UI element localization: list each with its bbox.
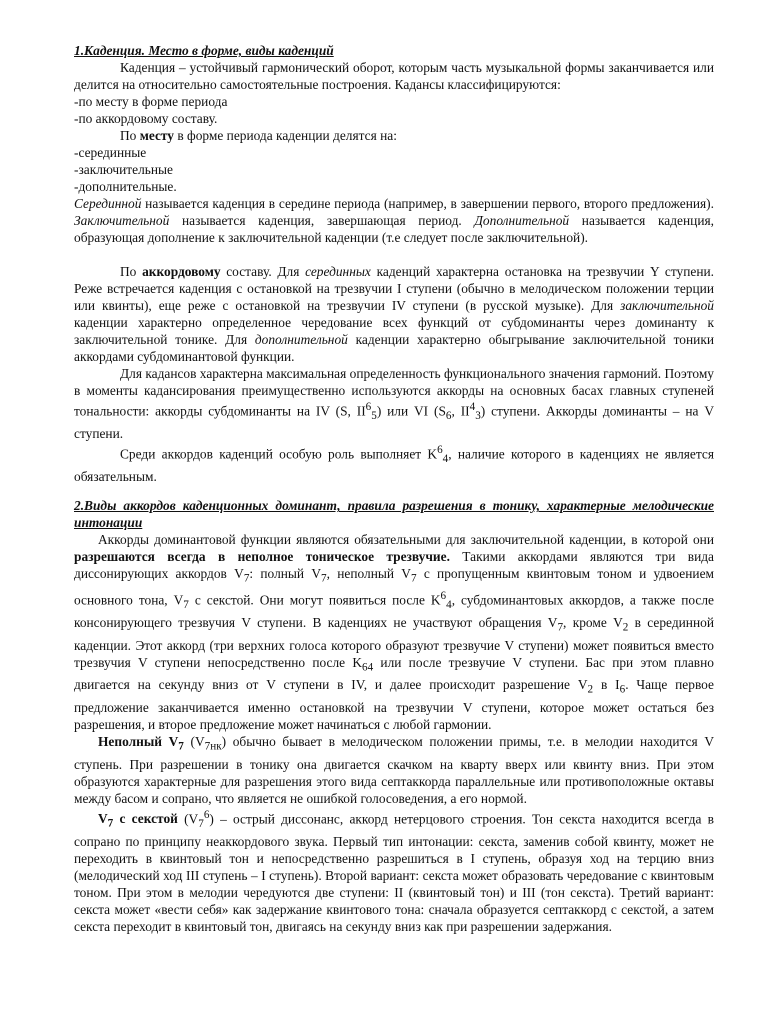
document-page	[74, 42, 714, 935]
place-type: -дополнительные.	[74, 179, 177, 194]
cadence-types-definitions: Серединной называется каденция в середине периода (например, в завершении первого, второго предложения). Заключительной называется каденция, завершающая период. Дополнительной называется каденция, образующая дополнение к заключительной каденции (т.е следует после заключительной).	[74, 196, 714, 245]
cadence-definition: Каденция – устойчивый гармонический оборот, которым часть музыкальной формы заканчивается или делится на относительно самостоятельные построения. Кадансы классифицируются:	[74, 60, 714, 92]
v7-sixth-paragraph: $V_7$ с секстой $(V_7^6)$ – острый диссонанс, аккорд нетерцового строения. Тон секста находится всегда в сопрано по принципу неаккордового звука. Первый тип интонации: секста, заменив собой квинту, может не переходить в квинтовый тон и непосредственно разрешиться в I ступень, образуя ход на терцию вниз (мелодический ход III ступень – I ступень). Второй вариант: секста может образовать чередование с квинтовым тоном. При этом в мелодии чередуются две ступени: II (квинтовый тон) и III (тон секста). Третий вариант: секста может «вести себя» как задержание квинтового тона: сначала образуется септаккорд с секстой, а затем секста переходит в квинтовый тон, двигаясь на секунду вниз как при разрешении задержания.	[74, 808, 714, 934]
place-intro: По месту в форме периода каденции делятся на:	[120, 128, 397, 143]
classification-item: -по аккордовому составу.	[74, 111, 218, 126]
classification-item: -по месту в форме периода	[74, 94, 228, 109]
cadence-harmony-paragraph: Для кадансов характерна максимальная определенность функционального значения гармоний. Поэтому в моменты кадансирования преимущественно используются аккорды на основных басах главных ступеней тональности: аккорды субдоминанты на IV (S, $II^6_5$) или VI ($S_6$, $II^4_3$) ступени. Аккорды доминанты – на V ступени.	[74, 366, 714, 442]
k64-paragraph: Среди аккордов каденций особую роль выполняет $K^6_4$, наличие которого в каденциях не является обязательным.	[74, 444, 714, 485]
dominant-chords-paragraph: Аккорды доминантовой функции являются обязательными для заключительной каденции, в которой они разрешаются всегда в неполное тоническое трезвучие. Такими аккордами являются три вида диссонирующих аккордов $V_7$: полный $V_7$, неполный $V_7$ с пропущенным квинтовым тоном и удвоением основного тона, $V_7$ с секстой. Они могут появиться после $K^6_4$, субдоминантовых аккордов, а также после консонирующего трезвучия V ступени. В каденциях не участвуют обращения $V_7$, кроме $V_2$ в серединной каденции. Этот аккорд (три верхних голоса которого образуют трезвучие V ступени) может появиться вместо трезвучия V ступени непосредственно после $K_{64}$ или после трезвучие V ступени. Бас при этом плавно двигается на секунду вниз от V ступени в IV, и далее происходит разрешение $V_2$ в $I_6$. Чаще первое предложение заканчивается именно остановкой на трезвучии V ступени, которое может остаться без разрешения, и второе предложение может начинаться с любой гармонии.	[74, 532, 714, 733]
chord-composition-paragraph: По аккордовому составу. Для серединных каденций характерна остановка на трезвучии Y ступени. Реже встречается каденция с остановкой на трезвучии I ступени (обычно в мелодическом положении терции или квинты), еще реже с остановкой на трезвучии IV ступени (в русской музыке). Для заключительной каденции характерно определенное чередование всех функций от субдоминанты через доминанту к заключительной тонике. Для дополнительной каденции характерно обыгрывание заключительной тоники аккордами субдоминантовой функции.	[74, 264, 714, 364]
section-1-heading: 1.Каденция. Место в форме, виды каденций	[74, 43, 334, 58]
place-type: -заключительные	[74, 162, 173, 177]
place-type: -серединные	[74, 145, 147, 160]
section-2-heading: 2.Виды аккордов каденционных доминант, правила разрешения в тонику, характерные мелодические интонации	[74, 498, 714, 531]
incomplete-v7-paragraph: Неполный $V_7$ $(V_{7нк})$ обычно бывает в мелодическом положении примы, т.е. в мелодии находится V ступень. При разрешении в тонику она двигается скачком на кварту вверх или квинту вниз. При этом образуются характерные для разрешения этого вида септаккорда параллельные или противоположные октавы между басом и сопрано, что является не ошибкой голосоведения, а его нормой.	[74, 734, 714, 806]
